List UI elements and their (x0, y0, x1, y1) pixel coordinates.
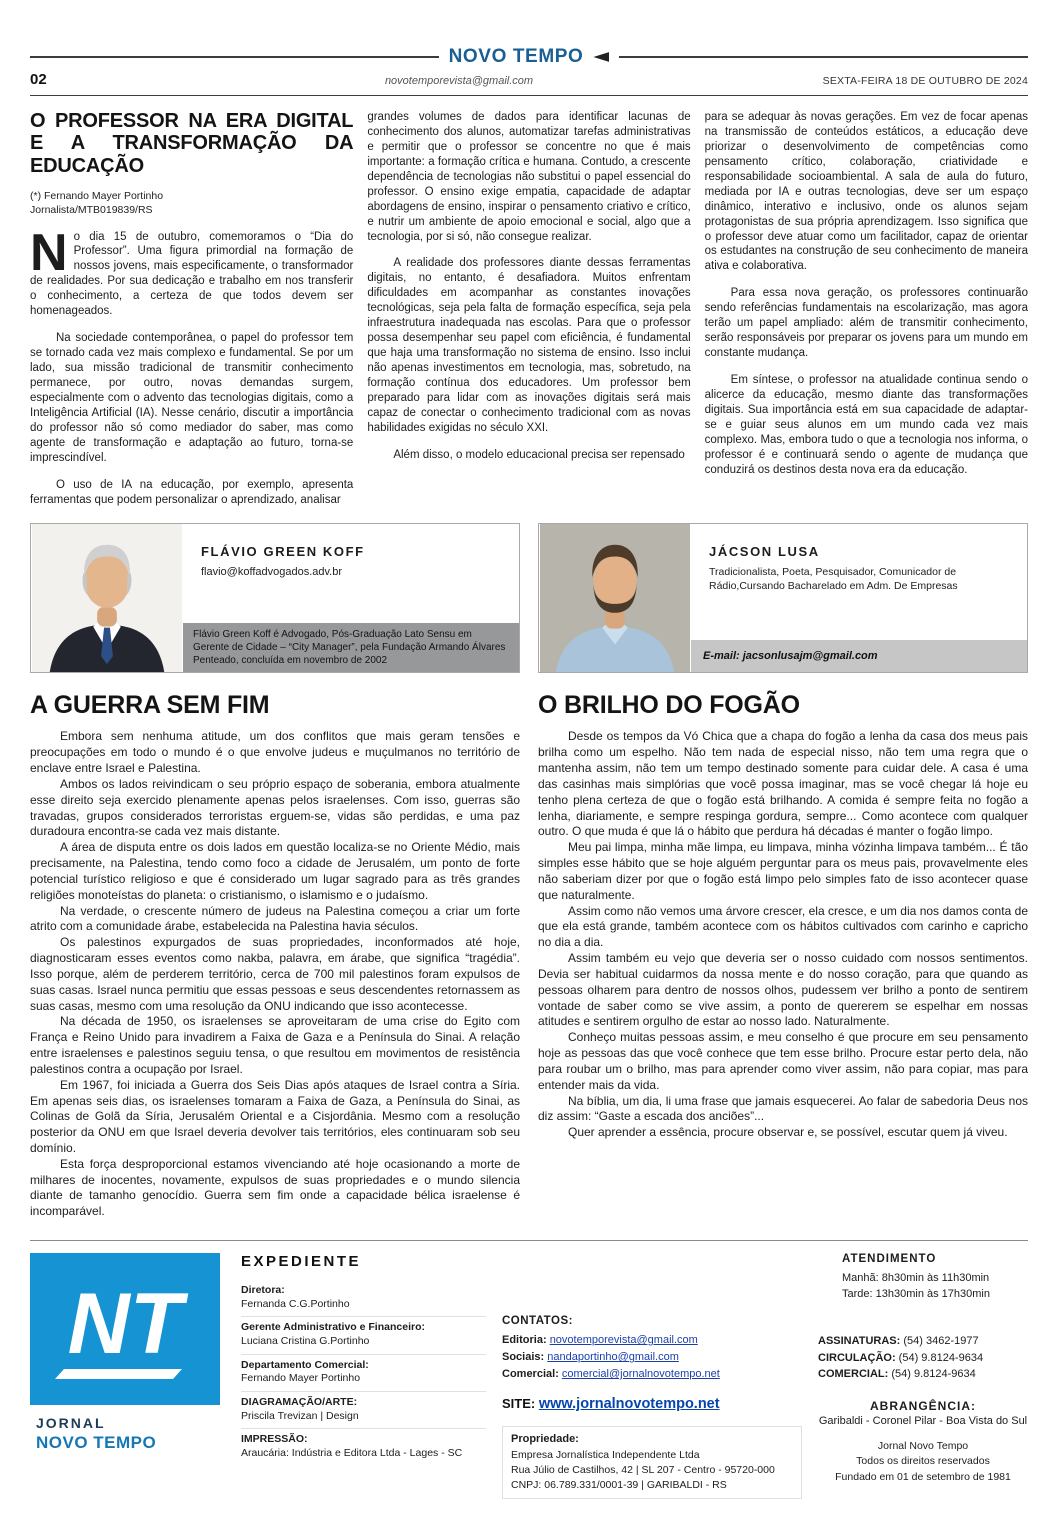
phone-line (818, 1333, 1028, 1350)
article-headline: O PROFESSOR NA ERA DIGITAL E A TRANSFORMAÇÃO DA EDUCAÇÃO (30, 110, 354, 177)
article-paragraph: grandes volumes de dados para identificar lacunas de conhecimento dos alunos, automatizar tarefas administrativas e permitir que o professor se concentre no que é mais importante: a formação crítica e humana. Contudo, a crescente dependência de tecnologias não substitui o papel essencial do professor. O ensino exige empatia, capacidade de adaptar abordagens de ensino, inspirar o pensamento criativo e crítico, e nutrir um ambiente de apoio emocional e social, algo que a tecnologia, por si só, não consegue realizar. (367, 111, 691, 243)
phone-label: CIRCULAÇÃO: (818, 1351, 896, 1364)
rights-line: Todos os direitos reservados (856, 1455, 990, 1468)
expediente-entry (241, 1392, 486, 1429)
feature-title-guerra: A GUERRA SEM FIM (30, 691, 270, 720)
contato-label: Sociais: (502, 1351, 545, 1364)
expediente-value: Araucária: Indústria e Editora Ltda - Lages - SC (241, 1446, 463, 1459)
phone-value: (54) 9.8124-9634 (891, 1368, 976, 1380)
author-bio-strip: Flávio Green Koff é Advogado, Pós-Graduação Lato Sensu em Gerente de Cidade – “City Manager”, pela Fundação Armando Álvares Penteado, concluída em novembro de 2002 (183, 623, 519, 672)
phone-value: (54) 9.8124-9634 (898, 1351, 984, 1364)
expediente-entry (241, 1355, 486, 1392)
atendimento-title: ATENDIMENTO (842, 1253, 937, 1266)
author-name: JÁCSON LUSA (709, 544, 820, 560)
nt-logo-image (30, 1253, 220, 1405)
author-photo-flavio (31, 524, 183, 672)
feature-paragraph: Assim como não vemos uma árvore crescer, ela cresce, e um dia nos damos conta de que ela está grande, também acontece com os hábitos cultivados com carinho e capricho no dia a dia. (538, 903, 1028, 950)
expediente-entry (241, 1429, 486, 1465)
rights-line: Fundado em 01 de setembro de 1981 (835, 1471, 1011, 1483)
expediente-value: Luciana Cristina G.Portinho (241, 1335, 370, 1348)
author-box-flavio (30, 523, 520, 673)
header-bottom-rule (30, 95, 1028, 96)
article-byline: (*) Fernando Mayer Portinho (30, 190, 164, 203)
feature-right (538, 523, 1028, 1220)
author-box-jacson (538, 523, 1028, 673)
article-paragraph: A realidade dos professores diante dessas ferramentas digitais, no entanto, é desafiadora. Muitos enfrentam dificuldades em acompanhar as constantes inovações tecnológicas, seja pela falta de formação específica, seja pela infraestrutura inadequada nas escolas. Para que o professor possa desempenhar seu papel com eficiência, é fundamental que haja uma transformação no sistema de ensino. Isso inclui não apenas investimentos em tecnologia, mas, sobretudo, na formação contínua dos educadores. Um professor bem preparado para lidar com as inovações digitais será mais capaz de conectar o conhecimento tradicional com as novas habilidades exigidas no século XXI. (367, 257, 691, 434)
author-description: Tradicionalista, Poeta, Pesquisador, Comunicador de Rádio,Cursando Bacharelado em Adm. De Empresas (709, 566, 958, 593)
contatos-title: CONTATOS: (502, 1315, 573, 1328)
feature-paragraph: A área de disputa entre os dois lados em questão localiza-se no Oriente Médio, mais precisamente, na Palestina, tendo como foco a cidade de Jerusalém, um ponto de forte potencial turístico religioso e que é considerado um lugar sagrado para as três grandes religiões monoteístas do planeta: o cristianismo, o islamismo e o judaísmo. (30, 840, 520, 902)
contato-line (502, 1368, 802, 1380)
expediente-label: Departamento Comercial: (241, 1358, 369, 1371)
abrangencia-block (818, 1399, 1028, 1427)
author-photo-jacson (539, 524, 691, 672)
abrangencia-title: ABRANGÊNCIA: (870, 1398, 976, 1413)
feature-paragraph: Embora sem nenhuma atitude, um dos conflitos que mais geram tensões e preocupações em todo o mundo é o que envolve judeus e muçulmanos no território de enclave entre Israel e Palestina. (30, 729, 520, 776)
masthead-diamond-icon (593, 52, 609, 62)
author-email-strip[interactable]: E-mail: jacsonlusajm@gmail.com (691, 640, 1027, 672)
page-header (30, 46, 1028, 96)
article-byline-credentials: Jornalista/MTB019839/RS (30, 204, 153, 217)
atendimento-hours-line: Manhã: 8h30min às 11h30min (842, 1272, 990, 1285)
contato-label: Editoria: (502, 1334, 547, 1347)
atendimento-hours (818, 1271, 1028, 1303)
expediente-label: IMPRESSÃO: (241, 1433, 308, 1446)
site-label: SITE: (502, 1396, 536, 1412)
rights-block (818, 1439, 1028, 1486)
feature-left (30, 523, 520, 1220)
masthead-row (30, 46, 1028, 68)
author-info-flavio (183, 524, 519, 672)
comercial-email-link[interactable]: comercial@jornalnovotempo.net (561, 1368, 720, 1381)
contato-line (502, 1351, 802, 1363)
expediente-label: Diretora: (241, 1284, 285, 1297)
feature-paragraph: Meu pai limpa, minha mãe limpa, eu limpava, minha vózinha limpava também... É tão simples esse hábito que se hoje alguém perguntar para os meus pais, provavelmente eles não saberiam dizer por que o fogão está limpo pelo simples fato de isso acontecer quase que naturalmente. (538, 840, 1028, 902)
rights-line: Jornal Novo Tempo (877, 1439, 969, 1452)
article-paragraph: Na sociedade contemporânea, o papel do professor tem se tornado cada vez mais complexo e fundamental. Se por um lado, sua missão tradicional de transmitir conhecimento permanece, por outro, novas demandas surgem, especialmente com o advento das tecnologias digitais, como a Inteligência Artificial (IA). Nesse cenário, discutir a importância do professor não só como mediador do saber, mas como agente de transformação e adaptação ao futuro, torna-se imprescindível. (30, 332, 354, 464)
sociais-email-link[interactable]: nandaportinho@gmail.com (547, 1351, 679, 1364)
feature-paragraph: Desde os tempos da Vó Chica que a chapa do fogão a lenha da casa dos meus pais brilha como um espelho. Não tem nada de especial nisso, não tem uma regra que o mantenha assim, não tem um tempo destinado somente para cuidar dele. A casa é uma das casinhas mais simplórias que você possa imaginar, mas se você chegar lá hoje eu tenho plena certeza de que o fogão está brilhando. A comida é sempre feita no fogão a lenha, diariamente, e sempre respinga gordura, sempre... Como acontece com qualquer outro. O que muda é que lá o hábito que perdura há décadas é manter o fogão limpo. (538, 729, 1028, 839)
article-paragraph (30, 223, 354, 320)
abrangencia-value: Garibaldi - Coronel Pilar - Boa Vista do Sul (818, 1414, 1028, 1427)
masthead-subrow (30, 71, 1028, 88)
contato-label: Comercial: (502, 1368, 559, 1381)
expediente-label: Gerente Administrativo e Financeiro: (241, 1321, 425, 1334)
feature-paragraph: Os palestinos expurgados de suas propriedades, inconformados até hoje, diagnosticaram esses eventos como nakba, palavra, em árabe, que significa “tragédia”. Isso porque, além de perderem território, cerca de 700 mil palestinos foram expulsos de suas casas. Israel nunca permitiu que essas pessoas e seus descendentes retornassem as suas casas, mesmo com uma resolução da ONU indicando que isso acontecesse. (30, 935, 520, 1013)
article-column-2 (367, 110, 690, 507)
edition-date: SEXTA-FEIRA 18 DE OUTUBRO DE 2024 (822, 75, 1028, 87)
dropcap: N (30, 223, 68, 282)
expediente-value: Fernanda C.G.Portinho (241, 1297, 350, 1310)
footer-logo-name: NOVO TEMPO (36, 1433, 157, 1453)
flavio-portrait-image (31, 524, 183, 672)
paragraph-text: o dia 15 de outubro, comemoramos o “Dia do Professor”. Uma figura primordial na formação de nossos jovens, mais especificamente, o transformador de realidades. Por sua dedicação e trabalho em nos transferir o conhecimento, a certeza de que todos devem ser homenageados. (30, 230, 354, 318)
article-paragraph: Para essa nova geração, os professores continuarão sendo referências fundamentais na escolarização, mas agora terão um papel ampliado: além de transmitir conhecimento, serão responsáveis por preparar os jovens para um mundo em constante mudança. (704, 287, 1028, 360)
feature-paragraph: Conheço muitas pessoas assim, e meu conselho é que procure em seu pensamento hoje as pessoas das que você conhece que tem esse brilho. Procure estar perto dela, não para roubar um o brilho, mas para aprender como viver assim, não para copiar, mas para entender mais da vida. (538, 1030, 1028, 1092)
article-paragraph: Além disso, o modelo educacional precisa ser repensado (393, 448, 685, 461)
nt-logo-text: NT (67, 1276, 183, 1373)
feature-paragraph: Na verdade, o crescente número de judeus na Palestina começou a criar um forte atrito com a comunidade árabe, estabelecida na Palestina havia séculos. (30, 903, 520, 934)
propriedade-box (502, 1426, 802, 1499)
article-paragraph: para se adequar às novas gerações. Em vez de focar apenas na transmissão de conteúdos estáticos, a educação deve priorizar o desenvolvimento de competências como pensamento crítico, colaboração, criatividade e responsabilidade socioambiental. A sala de aula do futuro, mediada por IA e outras tecnologias, deve ser um espaço dinâmico, interativo e inclusivo, onde os alunos sejam protagonistas de sua própria aprendizagem. Isso significa que o professor deve atuar como um facilitador, capaz de orientar os estudantes na construção de seu conhecimento de maneira ativa e colaborativa. (704, 111, 1028, 273)
contato-line (502, 1334, 802, 1346)
article-paragraph: O uso de IA na educação, por exemplo, apresenta ferramentas que podem personalizar o aprendizado, analisar (30, 478, 354, 506)
masthead-rule-right (619, 56, 1028, 58)
contatos-column (502, 1253, 802, 1499)
jacson-portrait-image (539, 524, 691, 672)
article-column-1 (30, 110, 353, 507)
article-column-3 (705, 110, 1028, 507)
atendimento-hours-line: Tarde: 13h30min às 17h30min (842, 1288, 990, 1301)
feature-paragraph: Esta força desproporcional estamos vivenciando até hoje ocasionando a morte de milhares de inocentes, novamente, expulsos de suas propriedades e o mundo silencia diante de tamanho genocídio. Guerra sem fim onde a capacidade bélica israelense é incomparável. (30, 1156, 520, 1219)
phone-label: COMERCIAL: (818, 1368, 889, 1380)
atendimento-column (818, 1253, 1028, 1499)
feature-body-guerra (30, 729, 520, 1220)
footer-logo-block (30, 1253, 225, 1499)
phone-line (818, 1366, 1028, 1383)
editoria-email-link[interactable]: novotemporevista@gmail.com (549, 1334, 698, 1347)
expediente-entry (241, 1317, 486, 1354)
propriedade-line: Empresa Jornalística Independente Ltda (511, 1449, 700, 1462)
phone-line (818, 1350, 1028, 1367)
propriedade-line: Rua Júlio de Castilhos, 42 | SL 207 - Centro - 95720-000 (511, 1463, 775, 1476)
author-info-jacson (691, 524, 1027, 672)
masthead-title: NOVO TEMPO (448, 46, 584, 67)
author-name: FLÁVIO GREEN KOFF (201, 544, 365, 560)
nt-logo (30, 1253, 220, 1405)
phone-label: ASSINATURAS: (818, 1335, 901, 1347)
feature-paragraph: Na bíblia, um dia, li uma frase que jamais esquecerei. Ao falar de sabedoria Deus nos diz assim: “Gaste a escada dos anciões”... (538, 1093, 1028, 1124)
site-line (502, 1396, 802, 1412)
page-number: 02 (30, 71, 47, 88)
feature-paragraph: Assim também eu vejo que deveria ser o nosso cuidado com nossos sentimentos. Devia ser habitual cuidarmos da nossa mente e do nosso coração, para que quando as pessoas olharem para dentro de nossos olhos, pudessem ver brilho a ponto de sentirem vontade de saber como se vive assim, a ponto de quererem se espelhar em nossas atitudes e sentirem orgulho de estar ao nosso lado. Naturalmente. (538, 951, 1028, 1029)
feature-body-fogao (538, 729, 1028, 1141)
expediente-title: EXPEDIENTE (241, 1253, 362, 1271)
feature-title-fogao: O BRILHO DO FOGÃO (538, 691, 800, 720)
feature-paragraph: Em 1967, foi iniciada a Guerra dos Seis Dias após ataques de Israel contra a Síria. Em apenas seis dias, os israelenses tomaram a Faixa de Gaza, a Península do Sinai, as Colinas de Golã da Síria, Jerusalém Oriental e a Cisjordânia. Mesmo com a resolução posterior da ONU em que Israel deveria devolver tais territórios, eles continuaram sob seu domínio. (30, 1077, 520, 1155)
propriedade-line: CNPJ: 06.789.331/0001-39 | GARIBALDI - RS (511, 1478, 727, 1491)
propriedade-label: Propriedade: (511, 1433, 579, 1446)
phones-block (818, 1333, 1028, 1383)
expediente-label: DIAGRAMAÇÃO/ARTE: (241, 1395, 358, 1408)
features-row (30, 523, 1028, 1220)
expediente-entry (241, 1280, 486, 1317)
expediente-value: Fernando Mayer Portinho (241, 1372, 361, 1385)
main-article (30, 110, 1028, 507)
phone-value: (54) 3462-1977 (903, 1335, 979, 1347)
expediente-column (241, 1253, 486, 1499)
feature-paragraph: Na década de 1950, os israelenses se aproveitaram de uma crise do Egito com França e Reino Unido para invadirem a Faixa de Gaza e a Península do Sinai. A relação entre israelenses e palestinos seguiu tensa, o que resultou em movimentos de resistência palestinos contra a ocupação por Israel. (30, 1014, 520, 1076)
expediente-value: Priscila Trevizan | Design (241, 1409, 359, 1422)
masthead-rule-left (30, 56, 439, 58)
feature-paragraph: Ambos os lados reivindicam o seu próprio espaço de soberania, embora atualmente esse direito seja exercido plenamente apenas pelos israelenses. Com isso, guerras são travadas, grupos considerados terroristas erguem-se, vidas são perdidas, e uma paz duradoura encontra-se cada vez mais distante. (30, 776, 520, 839)
masthead-email: novotemporevista@gmail.com (384, 75, 534, 87)
author-email[interactable]: flavio@koffadvogados.adv.br (201, 566, 343, 579)
footer-logo-jornal: JORNAL (36, 1415, 106, 1432)
article-paragraph: Em síntese, o professor na atualidade continua sendo o alicerce da educação, mesmo diante das transformações digitais. Sua importância está em sua capacidade de adaptar-se e guiar seus alunos em um mundo cada vez mais complexo. Mas, embora tudo o que a tecnologia nos informa, o professor é e continuará sendo o agente de mudança que conduzirá os destinos desta nova era da educação. (704, 374, 1028, 476)
feature-paragraph: Quer aprender a essência, procure observar e, se possível, escutar quem já viveu. (568, 1125, 1008, 1140)
site-url-link[interactable]: www.jornalnovotempo.net (538, 1396, 720, 1413)
footer-expediente (30, 1240, 1028, 1499)
